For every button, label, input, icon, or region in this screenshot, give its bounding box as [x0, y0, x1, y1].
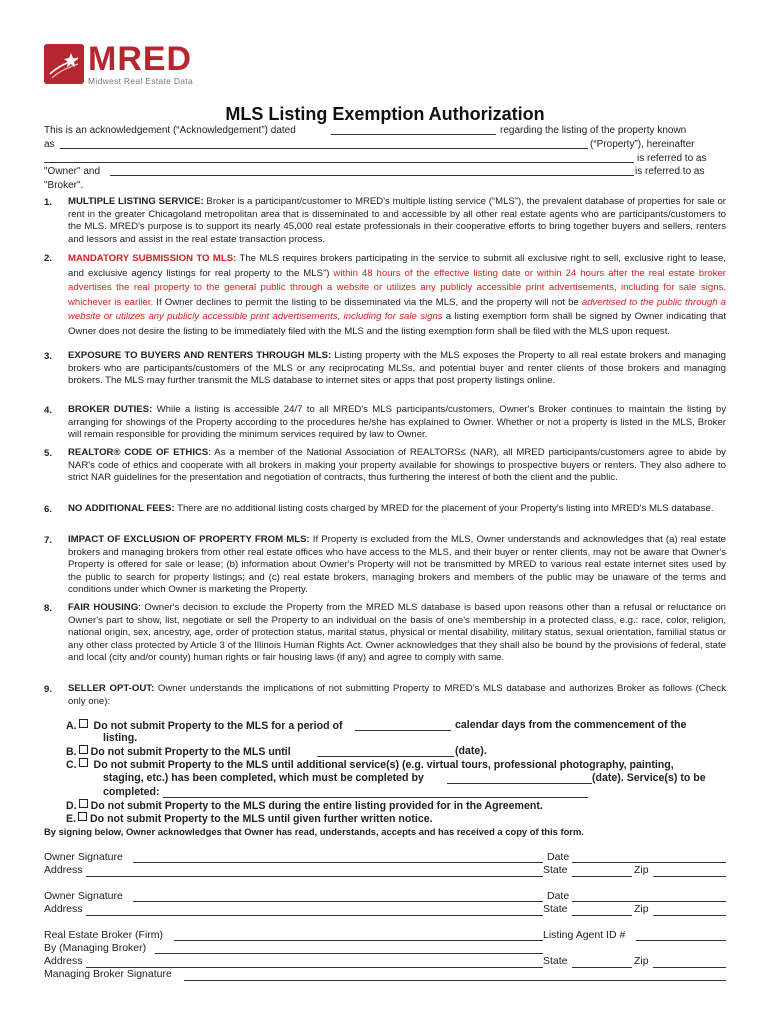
- option-e-checkbox[interactable]: [78, 812, 87, 821]
- option-d-text: Do not submit Property to the MLS during the entire listing provided for in the Agreement.: [90, 800, 543, 812]
- property-field[interactable]: [60, 148, 588, 149]
- page-title: MLS Listing Exemption Authorization: [225, 104, 545, 124]
- section-3-heading: EXPOSURE TO BUYERS AND RENTERS THROUGH MLS:: [68, 350, 332, 361]
- section-1-number: 1.: [44, 197, 53, 208]
- section-8-heading: FAIR HOUSING: [68, 602, 139, 613]
- option-a-text-3: listing.: [103, 732, 138, 744]
- intro-line-4a: "Owner" and: [44, 166, 101, 177]
- logo-mark-icon: [44, 44, 84, 84]
- section-1-body: Broker is a participant/customer to MRED's multiple listing service (“MLS”), the prevalent database of properties for sale or rent in the greater Chicagoland metropolitan area that is disseminated to and accessible by all other real estate agents who are participants/customers to the MLS. MRED's purpose is to support its nearly 45,000 real estate professionals in their cooperative efforts to bring together buyers and sellers, renters and lessors and assist in the real estate transaction process.: [68, 196, 726, 245]
- option-a-text-2: calendar days from the commencement of the: [455, 719, 687, 731]
- section-8-number: 8.: [44, 603, 53, 614]
- option-e: [66, 812, 433, 827]
- logo-subtitle: Midwest Real Estate Data: [88, 76, 193, 86]
- logo-wordmark: MRED: [88, 40, 193, 78]
- section-9-body: Owner understands the implications of not submitting Property to MRED's MLS database and authorizes Broker as follows (Check only one):: [68, 683, 726, 707]
- section-8-body: : Owner's decision to exclude the Property from the MRED MLS database is based upon reasons other than a refusal or reluctance on Owner's part to show, list, negotiate or sell the Property to an individual on the basis of one's membership in a protected class, e.g.: race, color, religion, national origin, sex, ancestry, age, order of protection status, marital status, physical or mental disability, military status, sexual orientation, familial status or any other class protected by Article 3 of the Illinois Human Rights Act. Owner acknowledges that they shall also be bound by the provisions of federal, state and local (city and/or county) human rights or fair housing laws (if any) and agree to comply with same.: [68, 602, 727, 664]
- section-2-number: 2.: [44, 253, 53, 264]
- section-1: [68, 196, 726, 246]
- date-field-1[interactable]: [572, 862, 726, 863]
- option-c-checkbox[interactable]: [79, 758, 88, 767]
- owner-signature-label-2: Owner Signature: [44, 890, 123, 902]
- section-6-body: There are no additional listing costs charged by MRED for the placement of your Property's listing into MRED's MLS database.: [177, 503, 714, 514]
- option-a-text-1: Do not submit Property to the MLS for a period of: [93, 720, 343, 732]
- option-e-letter: E.: [66, 813, 77, 825]
- section-2: [68, 252, 726, 339]
- option-b-date-field[interactable]: [317, 756, 454, 757]
- section-9-heading: SELLER OPT-OUT:: [68, 683, 155, 694]
- intro-line-2a: as: [44, 139, 55, 150]
- zip-label-2: Zip: [634, 903, 649, 915]
- section-2-heading: MANDATORY SUBMISSION TO MLS:: [68, 253, 237, 264]
- section-6-number: 6.: [44, 504, 53, 515]
- address-field-1[interactable]: [86, 876, 543, 877]
- option-a-letter: A.: [66, 720, 77, 732]
- option-c-text-2: staging, etc.) has been completed, which must be completed by: [103, 772, 424, 784]
- section-4-number: 4.: [44, 405, 53, 416]
- owner-signature-field-1[interactable]: [133, 862, 543, 863]
- option-a-days-field[interactable]: [355, 730, 451, 731]
- broker-state-field[interactable]: [572, 967, 632, 968]
- section-2-text-3: If Owner declines to permit the listing to be disseminated via the MLS, and the property will not be: [156, 296, 579, 308]
- option-d-checkbox[interactable]: [79, 799, 88, 808]
- option-c: [66, 758, 674, 773]
- owner-signature-label-1: Owner Signature: [44, 851, 123, 863]
- section-2-exemption-condition: advertised to the public through a website or utilizes any publicly accessible print advertisements, including for sale signs: [68, 296, 726, 322]
- managing-broker-field[interactable]: [155, 953, 543, 954]
- state-label-1: State: [543, 864, 568, 876]
- section-8: [68, 602, 726, 665]
- section-7: [68, 534, 726, 597]
- option-c-text-3: (date). Service(s) to be: [592, 772, 706, 784]
- section-4-body: While a listing is accessible 24/7 to all MRED's MLS participants/customers, Owner's Broker continues to maintain the listing by arranging for showings of the Property according to the procedures he/she has explained to Owner. Whether or not a property is listed in the MLS, Broker will remain responsible for providing the minimum services required by law to Owner.: [68, 404, 726, 441]
- option-b-letter: B.: [66, 746, 77, 758]
- option-c-text-1: Do not submit Property to the MLS until additional service(s) (e.g. virtual tours, professional photography, painting,: [93, 759, 674, 771]
- section-5-body: : As a member of the National Association of REALTORS≤ (NAR), all MRED participants/customers agree to abide by NAR's code of ethics and cooperate with all brokers in making your property available for showings to prospective buyers or renters. They also adhere to strict NAR guidelines for the presentation and negotiation of contracts, thus furthering the interest of both the client and the public.: [68, 447, 726, 484]
- option-c-date-field[interactable]: [447, 783, 592, 784]
- zip-field-2[interactable]: [653, 915, 726, 916]
- broker-zip-label: Zip: [634, 955, 649, 967]
- section-2-deadline: within 48 hours of the effective listing date or within 24 hours after the real estate broker advertises the real property to the general public through a website or utilizes any publicly accessible print advertisements, including for sale signs, whichever is earlier.: [68, 267, 726, 308]
- zip-field-1[interactable]: [653, 876, 726, 877]
- intro-line-3b: is referred to as: [637, 153, 707, 164]
- option-d-letter: D.: [66, 800, 77, 812]
- section-4: [68, 404, 726, 442]
- section-7-number: 7.: [44, 535, 53, 546]
- section-7-heading: IMPACT OF EXCLUSION OF PROPERTY FROM MLS:: [68, 534, 310, 545]
- section-5-number: 5.: [44, 448, 53, 459]
- intro-line-1a: This is an acknowledgement (“Acknowledgement”) dated: [44, 125, 296, 136]
- option-a-checkbox[interactable]: [79, 719, 88, 728]
- section-7-body: If Property is excluded from the MLS, Owner understands and acknowledges that (a) real estate brokers and managing brokers from other real estate offices who have access to the MLS, and their buyer or renter clients, may not be aware that Owner's Property is offered for sale or lease; (b) information about Owner's Property will not be transmitted by MRED to various real estate internet sites used by the public to search for property listings; and (c) real estate brokers, managing brokers and members of the public may be unaware of the terms and conditions under which Owner is marketing the Property.: [68, 534, 726, 596]
- section-3: [68, 350, 726, 388]
- section-3-body: Listing property with the MLS exposes the Property to all real estate brokers and managing brokers who are participants/customers of the MLS or any reciprocating MLSs, and potential buyer and renter clients of those brokers and managing brokers. The MLS may further transmit the MLS database to internet sites or apps that post property listings online.: [68, 350, 727, 387]
- listing-agent-id-label: Listing Agent ID #: [543, 929, 626, 941]
- section-6: [68, 503, 726, 516]
- section-4-heading: BROKER DUTIES:: [68, 404, 153, 415]
- date-label-1: Date: [547, 851, 570, 863]
- intro-line-5: "Broker".: [44, 180, 84, 191]
- address-field-2[interactable]: [86, 915, 543, 916]
- date-field[interactable]: [331, 134, 496, 135]
- address-label-1: Address: [44, 864, 83, 876]
- section-3-number: 3.: [44, 351, 53, 362]
- owner-name-field[interactable]: [44, 162, 634, 163]
- date-label-2: Date: [547, 890, 570, 902]
- broker-name-field[interactable]: [110, 175, 634, 176]
- broker-firm-label: Real Estate Broker (Firm): [44, 929, 164, 941]
- owner-signature-field-2[interactable]: [133, 901, 543, 902]
- section-5: [68, 447, 726, 485]
- managing-broker-label: By (Managing Broker): [44, 942, 147, 954]
- option-b-text-1: Do not submit Property to the MLS until: [90, 746, 291, 758]
- broker-address-label: Address: [44, 955, 83, 967]
- section-6-heading: NO ADDITIONAL FEES:: [68, 503, 175, 514]
- option-c-text-4: completed:: [103, 786, 160, 798]
- state-label-2: State: [543, 903, 568, 915]
- broker-zip-field[interactable]: [653, 967, 726, 968]
- section-9-number: 9.: [44, 684, 53, 695]
- intro-line-1b: regarding the listing of the property known: [500, 125, 687, 136]
- section-9: [68, 683, 726, 708]
- section-2-text-5: a listing exemption form shall be signed by Owner indicating that Owner does not desire the listing to be immediately filed with the MLS and the listing exemption form shall be filed with the MLS upon request.: [68, 311, 726, 337]
- listing-agent-id-field[interactable]: [636, 940, 726, 941]
- broker-firm-field[interactable]: [174, 940, 543, 941]
- state-field-2[interactable]: [572, 915, 632, 916]
- managing-broker-signature-field[interactable]: [184, 980, 726, 981]
- managing-broker-signature-label: Managing Broker Signature: [44, 968, 172, 980]
- state-field-1[interactable]: [572, 876, 632, 877]
- section-1-heading: MULTIPLE LISTING SERVICE:: [68, 196, 204, 207]
- option-b-checkbox[interactable]: [79, 745, 88, 754]
- acknowledgement: By signing below, Owner acknowledges that Owner has read, understands, accepts and has received a copy of this form.: [44, 826, 584, 837]
- option-c-services-field[interactable]: [163, 797, 588, 798]
- option-e-text: Do not submit Property to the MLS until given further written notice.: [90, 813, 433, 825]
- mred-logo: [44, 40, 244, 94]
- intro-line-4b: is referred to as: [635, 166, 705, 177]
- broker-state-label: State: [543, 955, 568, 967]
- date-field-2[interactable]: [572, 901, 726, 902]
- section-5-heading: REALTOR® CODE OF ETHICS: [68, 447, 209, 458]
- address-label-2: Address: [44, 903, 83, 915]
- option-c-letter: C.: [66, 759, 77, 771]
- intro-line-2b: (“Property”), hereinafter: [590, 139, 695, 150]
- zip-label-1: Zip: [634, 864, 649, 876]
- section-2-text-1: The MLS requires brokers participating in the service to submit all exclusive right to sell, exclusive right to lease, and exclusive agency listings for real property to the MLS”): [68, 253, 726, 279]
- option-b-text-2: (date).: [455, 745, 487, 757]
